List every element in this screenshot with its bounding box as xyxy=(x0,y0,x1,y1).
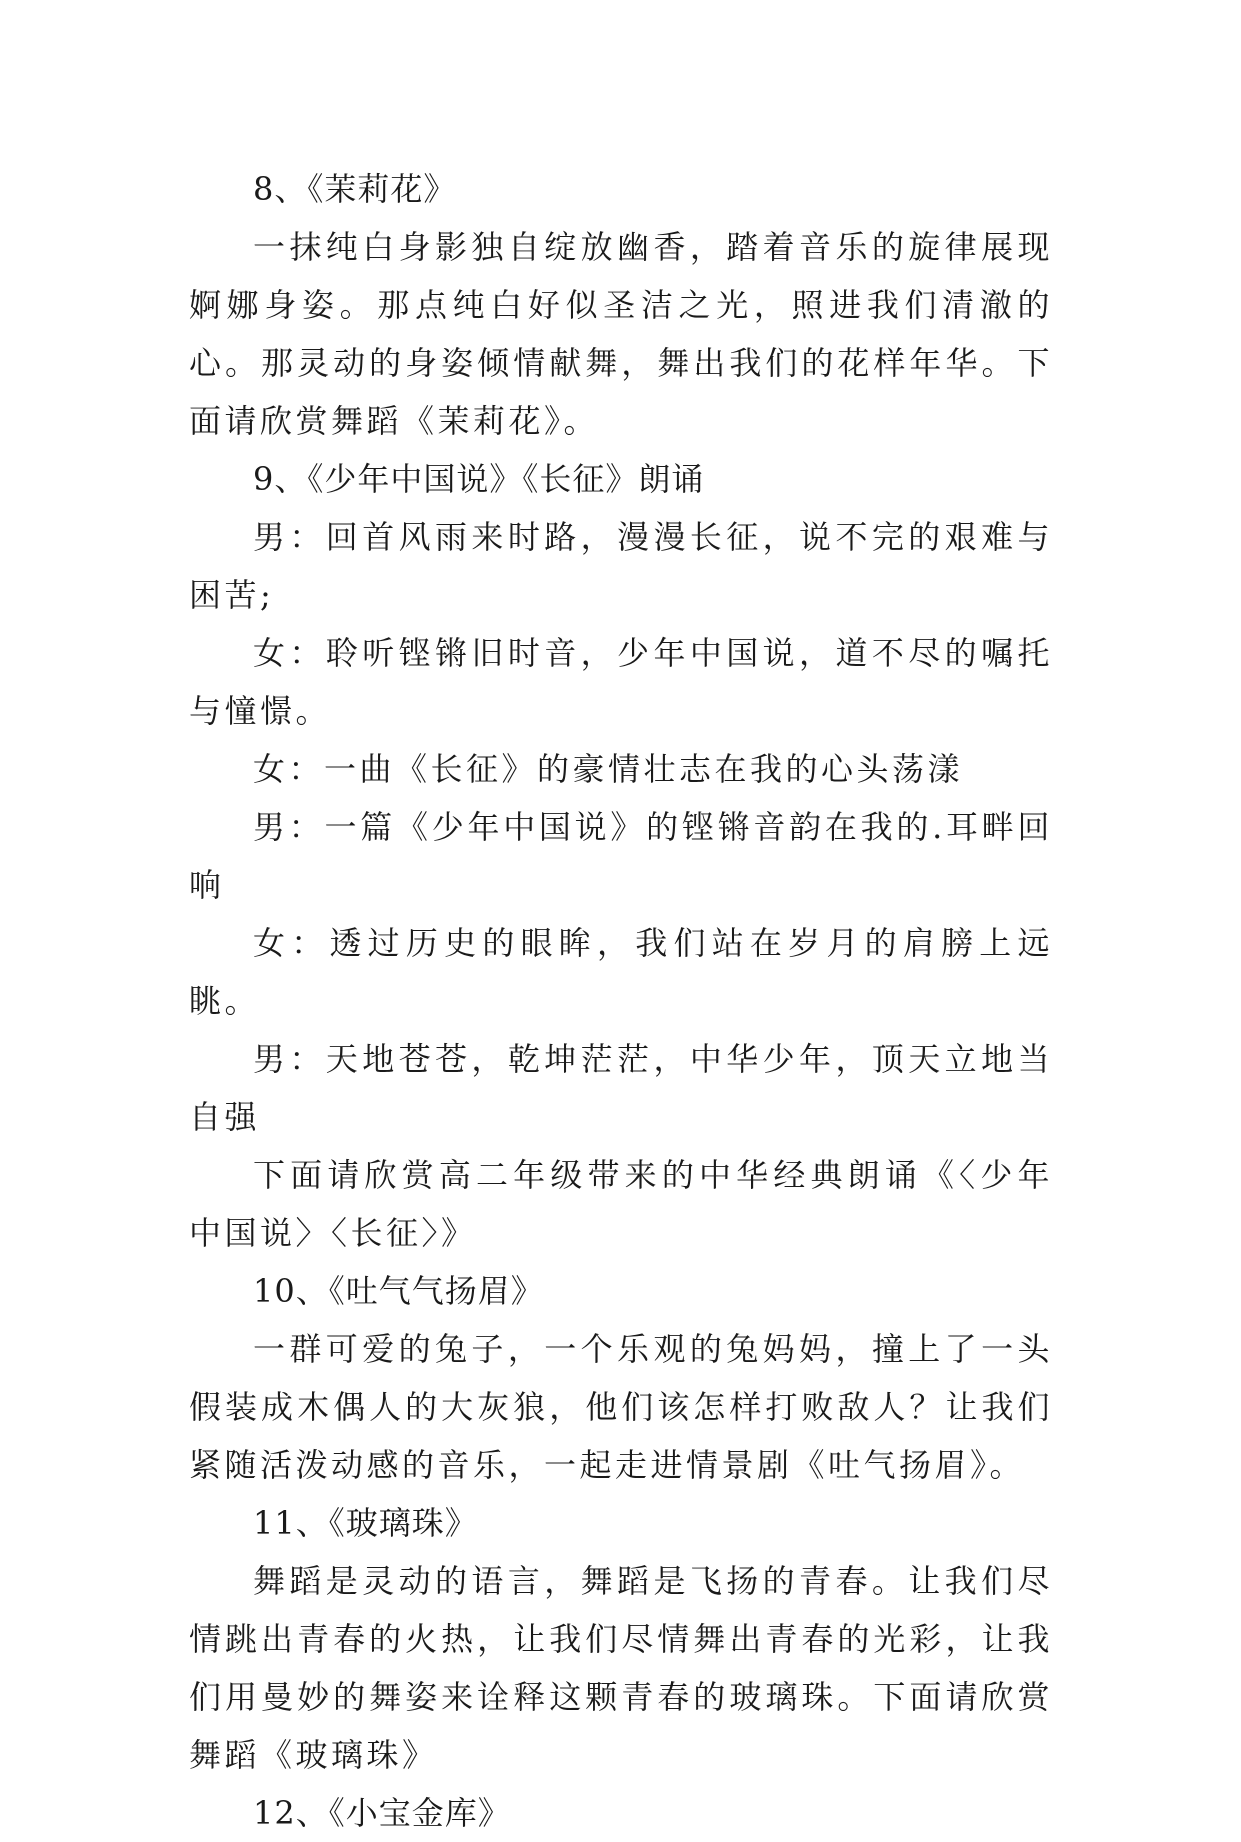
section-heading-8: 8、《茉莉花》 xyxy=(253,170,457,208)
dialogue-line: 女：一曲《长征》的豪情壮志在我的心头荡漾 xyxy=(253,750,964,788)
section-heading-11: 11、《玻璃珠》 xyxy=(253,1504,478,1542)
section-heading-10: 10、《吐气气扬眉》 xyxy=(253,1272,544,1310)
document-page xyxy=(189,160,1053,1842)
paragraph-jasmine-intro: 一抹纯白身影独自绽放幽香，踏着音乐的旋律展现婀娜身姿。那点纯白好似圣洁之光，照进我们清澈的心。那灵动的身姿倾情献舞，舞出我们的花样年华。下面请欣赏舞蹈《茉莉花》。 xyxy=(189,228,1053,440)
dialogue-line: 男：天地苍苍，乾坤茫茫，中华少年，顶天立地当自强 xyxy=(189,1040,1053,1136)
paragraph-dance-intro: 舞蹈是灵动的语言，舞蹈是飞扬的青春。让我们尽情跳出青春的火热，让我们尽情舞出青春的光彩，让我们用曼妙的舞姿来诠释这颗青春的玻璃珠。下面请欣赏舞蹈《玻璃珠》 xyxy=(189,1562,1053,1774)
section-heading-9: 9、《少年中国说》《长征》朗诵 xyxy=(253,460,705,498)
dialogue-line: 女：透过历史的眼眸，我们站在岁月的肩膀上远眺。 xyxy=(189,924,1053,1020)
paragraph-recitation-intro: 下面请欣赏高二年级带来的中华经典朗诵《〈少年中国说〉〈长征〉》 xyxy=(189,1156,1053,1252)
dialogue-line: 女：聆听铿锵旧时音，少年中国说，道不尽的嘱托与憧憬。 xyxy=(189,634,1053,730)
dialogue-line: 男：一篇《少年中国说》的铿锵音韵在我的.耳畔回响 xyxy=(189,808,1053,904)
dialogue-line: 男：回首风雨来时路，漫漫长征，说不完的艰难与困苦; xyxy=(189,518,1053,614)
paragraph-skit-intro: 一群可爱的兔子，一个乐观的兔妈妈，撞上了一头假装成木偶人的大灰狼，他们该怎样打败敌人？让我们紧随活泼动感的音乐，一起走进情景剧《吐气扬眉》。 xyxy=(189,1330,1053,1484)
section-heading-12: 12、《小宝金库》 xyxy=(253,1794,511,1832)
